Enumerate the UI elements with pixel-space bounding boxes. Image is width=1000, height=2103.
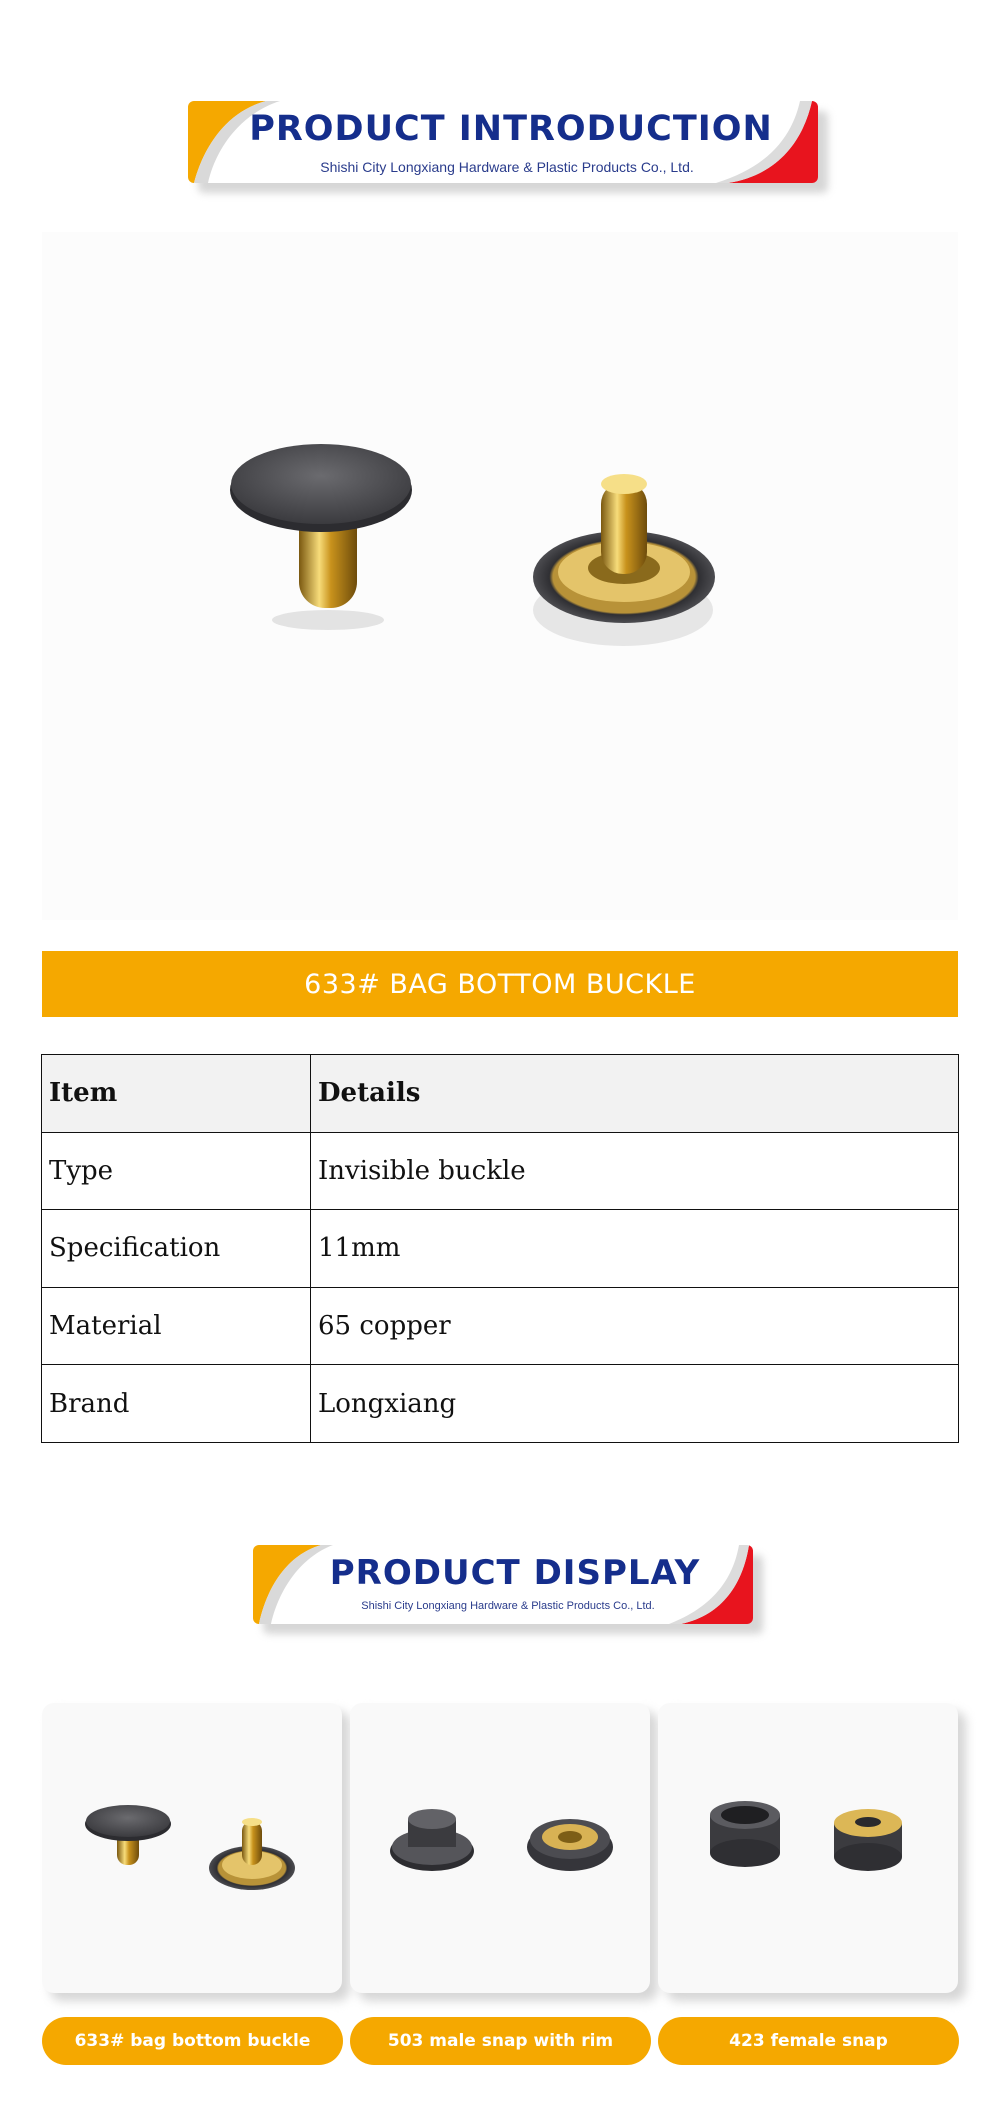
product-label-pill[interactable] [42,2017,343,2065]
product-label-pill[interactable] [658,2017,959,2065]
product-card[interactable] [42,1703,342,1993]
snap-503-image [350,1703,650,1993]
banner-title: PRODUCT INTRODUCTION [249,109,773,149]
banner-title: PRODUCT DISPLAY [329,1553,701,1593]
product-label: 423 female snap [729,2031,888,2051]
banner-subtitle: Shishi City Longxiang Hardware & Plastic Products Co., Ltd. [361,1600,655,1612]
product-label: 503 male snap with rim [387,2031,614,2051]
table-row [42,1287,959,1365]
intro-banner [188,101,818,183]
buckle-633-image [42,1703,342,1993]
table-cell-item: Specification [42,1210,311,1288]
table-row [42,1210,959,1288]
table-cell-item: Brand [42,1365,311,1443]
product-card[interactable] [350,1703,650,1993]
table-cell-details: Longxiang [311,1365,959,1443]
product-card[interactable] [658,1703,958,1993]
snap-423-image [658,1703,958,1993]
product-label: 633# bag bottom buckle [74,2031,311,2051]
buckle-photo [42,232,958,920]
banner-subtitle: Shishi City Longxiang Hardware & Plastic Products Co., Ltd. [320,159,694,175]
table-header-row [42,1055,959,1133]
table-cell-item: Type [42,1132,311,1210]
spec-table [41,1054,959,1443]
table-row [42,1365,959,1443]
product-title-bar [42,951,958,1017]
hero-product-image [42,232,958,920]
table-cell-details: 65 copper [311,1287,959,1365]
table-cell-details: Invisible buckle [311,1132,959,1210]
table-header-item: Item [42,1055,311,1133]
table-cell-item: Material [42,1287,311,1365]
table-header-details: Details [311,1055,959,1133]
table-cell-details: 11mm [311,1210,959,1288]
product-title: 633# BAG BOTTOM BUCKLE [304,968,696,1000]
table-row [42,1132,959,1210]
display-banner [253,1545,753,1624]
product-label-pill[interactable] [350,2017,651,2065]
